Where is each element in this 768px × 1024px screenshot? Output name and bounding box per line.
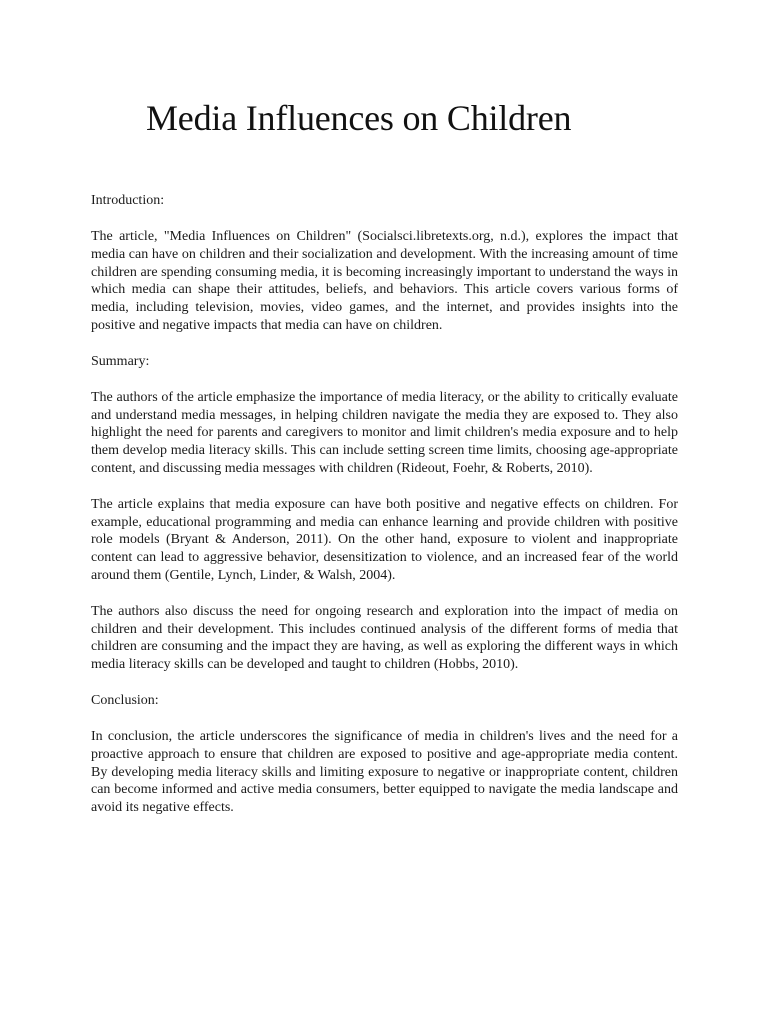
document-body xyxy=(91,192,678,835)
summary-paragraph-1: The authors of the article emphasize the importance of media literacy, or the ability to critically evaluate and understand media messages, in helping children navigate the media they are exposed to. They also highlight the need for parents and caregivers to monitor and limit children's media exposure and to help them develop media literacy skills. This can include setting screen time limits, choosing age-appropriate content, and discussing media messages with children (Rideout, Foehr, & Roberts, 2010). xyxy=(91,389,678,476)
conclusion-paragraph: In conclusion, the article underscores the significance of media in children's lives and the need for a proactive approach to ensure that children are exposed to positive and age-appropriate media content. By developing media literacy skills and limiting exposure to negative or inappropriate content, children can become informed and active media consumers, better equipped to navigate the media landscape and avoid its negative effects. xyxy=(91,728,678,816)
document-title: Media Influences on Children xyxy=(146,98,572,138)
introduction-paragraph: The article, "Media Influences on Children" (Socialsci.libretexts.org, n.d.), explores the impact that media can have on children and their socialization and development. With the increasing amount of time children are spending consuming media, it is becoming increasingly important to understand the ways in which media can shape their attitudes, beliefs, and behaviors. This article covers various forms of media, including television, movies, video games, and the internet, and provides insights into the positive and negative impacts that media can have on children. xyxy=(91,229,678,333)
conclusion-heading: Conclusion: xyxy=(91,692,159,708)
introduction-heading: Introduction: xyxy=(91,193,165,208)
summary-paragraph-3: The authors also discuss the need for ongoing research and exploration into the impact of media on children and their development. This includes continued analysis of the different forms of media that children are consuming and the impact they are having, as well as exploring the different ways in which media literacy skills can be developed and taught to children (Hobbs, 2010). xyxy=(91,603,678,673)
summary-paragraph-2: The article explains that media exposure can have both positive and negative effects on children. For example, educational programming and media can enhance learning and provide children with positive role models (Bryant & Anderson, 2011). On the other hand, exposure to violent and inappropriate content can lead to aggressive behavior, desensitization to violence, and an increased fear of the world around them (Gentile, Lynch, Linder, & Walsh, 2004). xyxy=(91,496,678,583)
summary-heading: Summary: xyxy=(91,353,150,369)
